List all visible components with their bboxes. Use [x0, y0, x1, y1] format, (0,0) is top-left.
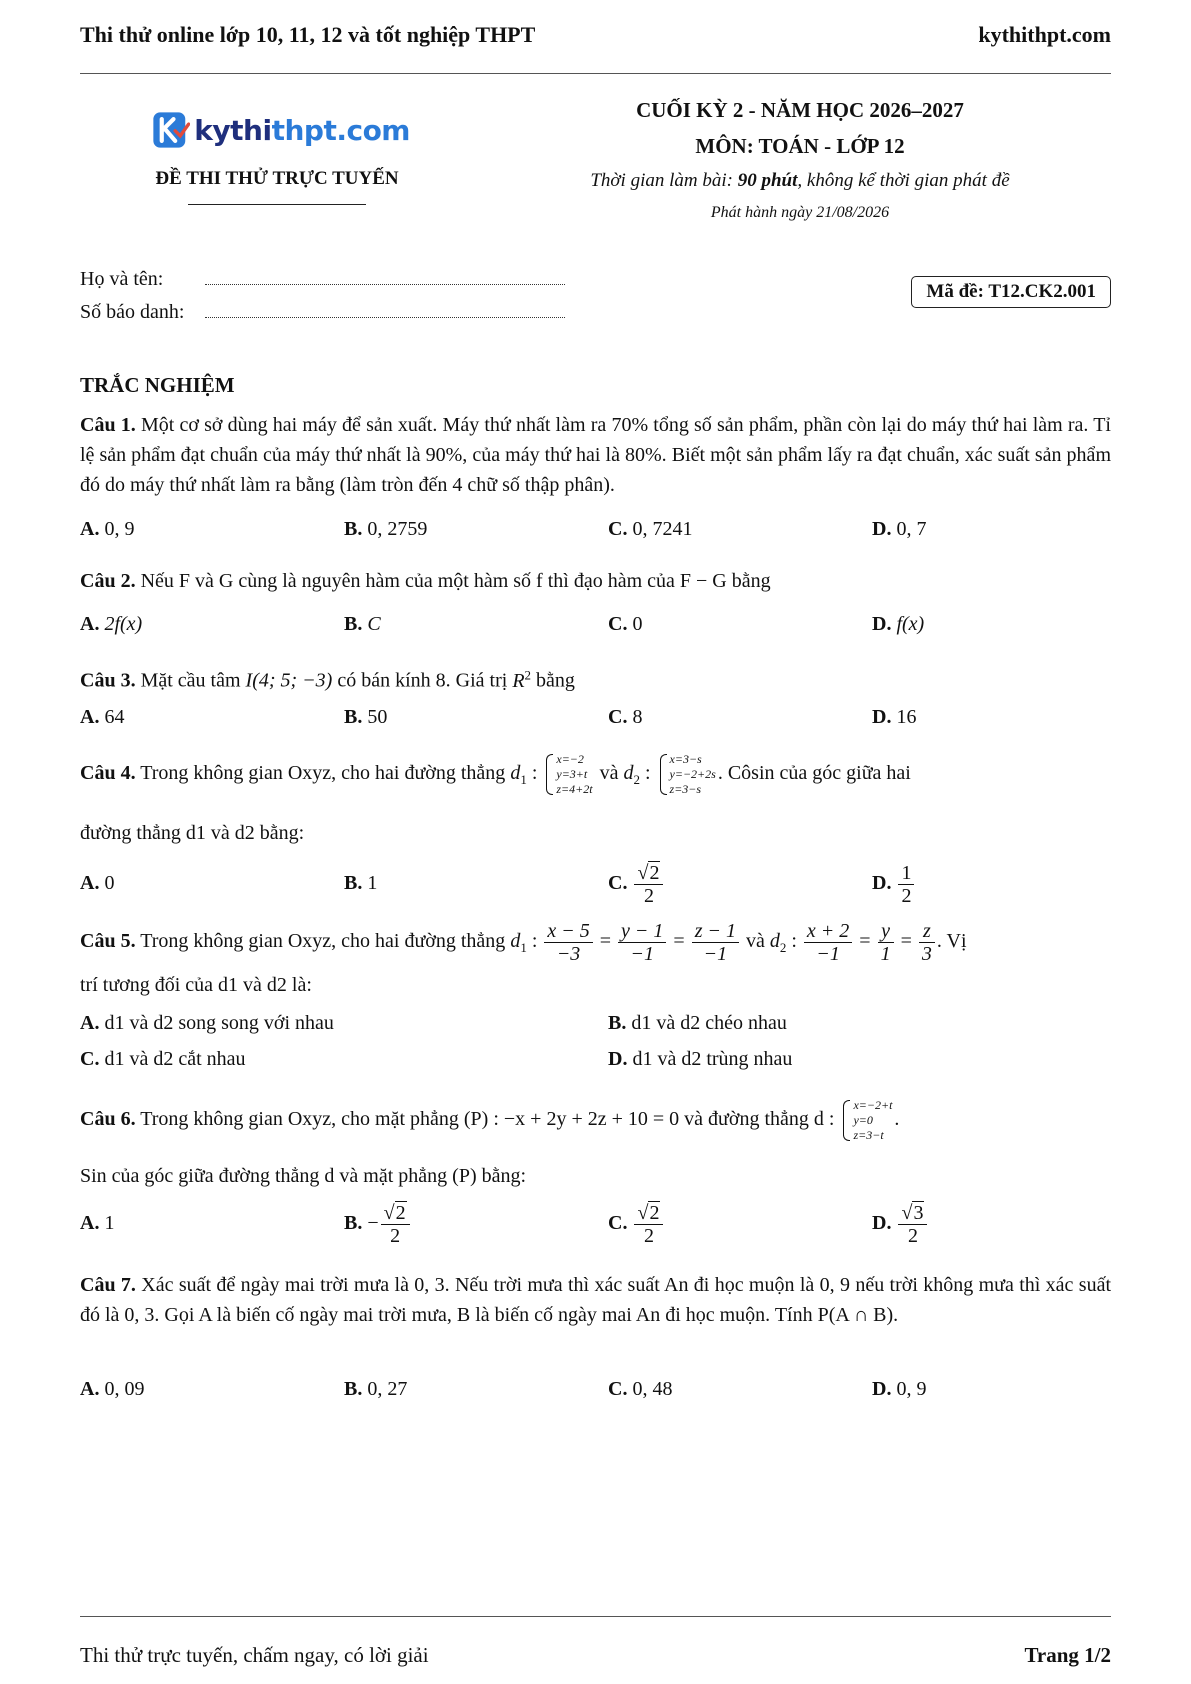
option-d[interactable]: D. 0, 7 — [872, 518, 927, 540]
page-number: Trang 1/2 — [1024, 1643, 1111, 1667]
line-d-system: x=−2+t y=0 z=3−t — [841, 1098, 892, 1143]
option-c[interactable]: C. $\frac{√2}{2}$ — [608, 1202, 665, 1247]
exam-code-badge: Mã đề: T12.CK2.001 — [911, 276, 1111, 308]
question-7 — [80, 1270, 1111, 1330]
question-2 — [80, 566, 1111, 596]
option-a[interactable]: A. d1 và d2 song song với nhau — [80, 1012, 334, 1034]
exam-duration: Thời gian làm bài: 90 phút, không kể thời gian phát đề — [590, 170, 1010, 191]
logo-mark-icon — [150, 105, 190, 155]
section-heading: TRẮC NGHIỆM — [80, 373, 235, 397]
option-b[interactable]: B. 1 — [344, 872, 378, 894]
question-label: Câu 6. — [80, 1108, 136, 1131]
line-d1-system: x=−2 y=3+t z=4+2t — [544, 752, 592, 797]
option-c[interactable]: C. 0 — [608, 613, 643, 635]
option-c[interactable]: C. 0, 48 — [608, 1378, 673, 1400]
footer-divider — [80, 1616, 1111, 1617]
option-d[interactable]: D. $\frac{1}{2}$ — [872, 862, 916, 907]
question-label: Câu 3. — [80, 669, 136, 692]
option-d[interactable]: D. $\frac{√3}{2}$ — [872, 1202, 929, 1247]
option-c[interactable]: C. 0, 7241 — [608, 518, 693, 540]
question-label: Câu 1. — [80, 414, 136, 436]
exam-subject: MÔN: TOÁN - LỚP 12 — [695, 134, 905, 158]
question-5: Câu 5. Trong không gian Oxyz, cho hai đường thẳng $d_1$ : $\frac{x - 5}{-3}$ = $\frac{y - 1}{-1}$ = $\frac{z - 1}{-1}$ và $d_2$ : $\frac{x + 2}{-1}$ = $\frac{y}{1}$ = $\frac{z}{3}$ . Vị — [80, 920, 967, 965]
sphere-center: I(4; 5; −3) — [245, 669, 333, 692]
name-label: Họ và tên: — [80, 268, 164, 290]
question-5-continued: trí tương đối của d1 và d2 là: — [80, 974, 312, 996]
question-label: Câu 4. — [80, 762, 136, 785]
question-label: Câu 7. — [80, 1274, 136, 1296]
question-text: Xác suất để ngày mai trời mưa là 0, 3. Nếu trời mưa thì xác suất An đi học muộn là 0, 9 nếu trời không mưa thì xác suất đó là 0, 3. Gọi A là biến cố ngày mai trời mưa, B là biến cố ngày mai An đi học muộn. Tính P(A ∩ B). — [80, 1274, 1112, 1326]
option-d[interactable]: D. 0, 9 — [872, 1378, 927, 1400]
kythithpt-logo — [150, 102, 410, 158]
option-a[interactable]: A. 0, 09 — [80, 1378, 145, 1400]
question-4: Câu 4. Trong không gian Oxyz, cho hai đường thẳng $d_1$ : x=−2 y=3+t z=4+2t và $d_2$ : x=3−s y=−2+2s z=3−s . Côsin của góc giữa hai — [80, 752, 911, 796]
student-id-blank[interactable] — [205, 301, 565, 318]
question-text: Nếu F và G cùng là nguyên hàm của một hàm số f thì đạo hàm của F − G bằng — [140, 570, 771, 592]
exam-type-underline — [188, 204, 366, 205]
option-b[interactable]: B. 0, 2759 — [344, 518, 428, 540]
release-date: Phát hành ngày 21/08/2026 — [710, 204, 890, 221]
name-field[interactable] — [80, 268, 565, 291]
option-a[interactable]: A. 64 — [80, 706, 125, 728]
question-4-continued: đường thẳng d1 và d2 bằng: — [80, 822, 305, 844]
option-a[interactable]: A. 0, 9 — [80, 518, 135, 540]
option-c[interactable]: C. d1 và d2 cắt nhau — [80, 1048, 246, 1070]
footer-tagline: Thi thử trực tuyến, chấm ngay, có lời giải — [80, 1643, 429, 1667]
option-b[interactable]: B. 0, 27 — [344, 1378, 408, 1400]
student-id-field[interactable] — [80, 301, 565, 324]
question-6: Câu 6. Trong không gian Oxyz, cho mặt phẳng (P) : −x + 2y + 2z + 10 = 0 và đường thẳng d : x=−2+t y=0 z=3−t . — [80, 1098, 900, 1142]
option-c[interactable]: C. 8 — [608, 706, 643, 728]
option-b[interactable]: B. C — [344, 613, 381, 635]
option-c[interactable]: C. $\frac{√2}{2}$ — [608, 862, 665, 907]
option-a[interactable]: A. 2f(x) — [80, 613, 143, 635]
site-domain: kythithpt.com — [978, 22, 1111, 47]
option-d[interactable]: D. 16 — [872, 706, 917, 728]
exam-type: ĐỀ THI THỬ TRỰC TUYẾN — [155, 168, 399, 189]
question-label: Câu 5. — [80, 930, 136, 953]
question-1 — [80, 410, 1111, 500]
option-a[interactable]: A. 0 — [80, 872, 115, 894]
logo-text-secondary: thpt.com — [271, 113, 410, 147]
option-b[interactable]: B. − $\frac{√2}{2}$ — [344, 1202, 412, 1247]
name-blank[interactable] — [205, 268, 565, 285]
logo-text-primary: kythi — [194, 113, 272, 147]
option-b[interactable]: B. 50 — [344, 706, 388, 728]
site-tagline: Thi thử online lớp 10, 11, 12 và tốt nghiệp THPT — [80, 22, 536, 47]
option-d[interactable]: D. d1 và d2 trùng nhau — [608, 1048, 793, 1070]
question-text: Một cơ sở dùng hai máy để sản xuất. Máy thứ nhất làm ra 70% tổng số sản phẩm, phần còn lại do máy thứ hai làm ra. Tỉ lệ sản phẩm đạt chuẩn của máy thứ nhất là 90%, của máy thứ hai là 80%. Biết một sản phẩm lấy ra đạt chuẩn, xác suất sản phẩm đó do máy thứ nhất làm ra bằng (làm tròn đến 4 chữ số thập phân). — [80, 414, 1111, 496]
option-d[interactable]: D. f(x) — [872, 613, 925, 635]
question-6-continued: Sin của góc giữa đường thẳng d và mặt phẳng (P) bằng: — [80, 1165, 527, 1187]
student-id-label: Số báo danh: — [80, 301, 185, 323]
option-a[interactable]: A. 1 — [80, 1212, 115, 1234]
line-d2-system: x=3−s y=−2+2s z=3−s — [658, 752, 716, 797]
duration-value: 90 phút — [737, 170, 798, 191]
option-b[interactable]: B. d1 và d2 chéo nhau — [608, 1012, 787, 1034]
header-divider — [80, 73, 1111, 74]
question-3: Câu 3. Mặt cầu tâm I(4; 5; −3) có bán kính 8. Giá trị $R^2$ bằng — [80, 667, 575, 692]
exam-title: CUỐI KỲ 2 - NĂM HỌC 2026–2027 — [636, 98, 964, 122]
question-label: Câu 2. — [80, 570, 136, 592]
